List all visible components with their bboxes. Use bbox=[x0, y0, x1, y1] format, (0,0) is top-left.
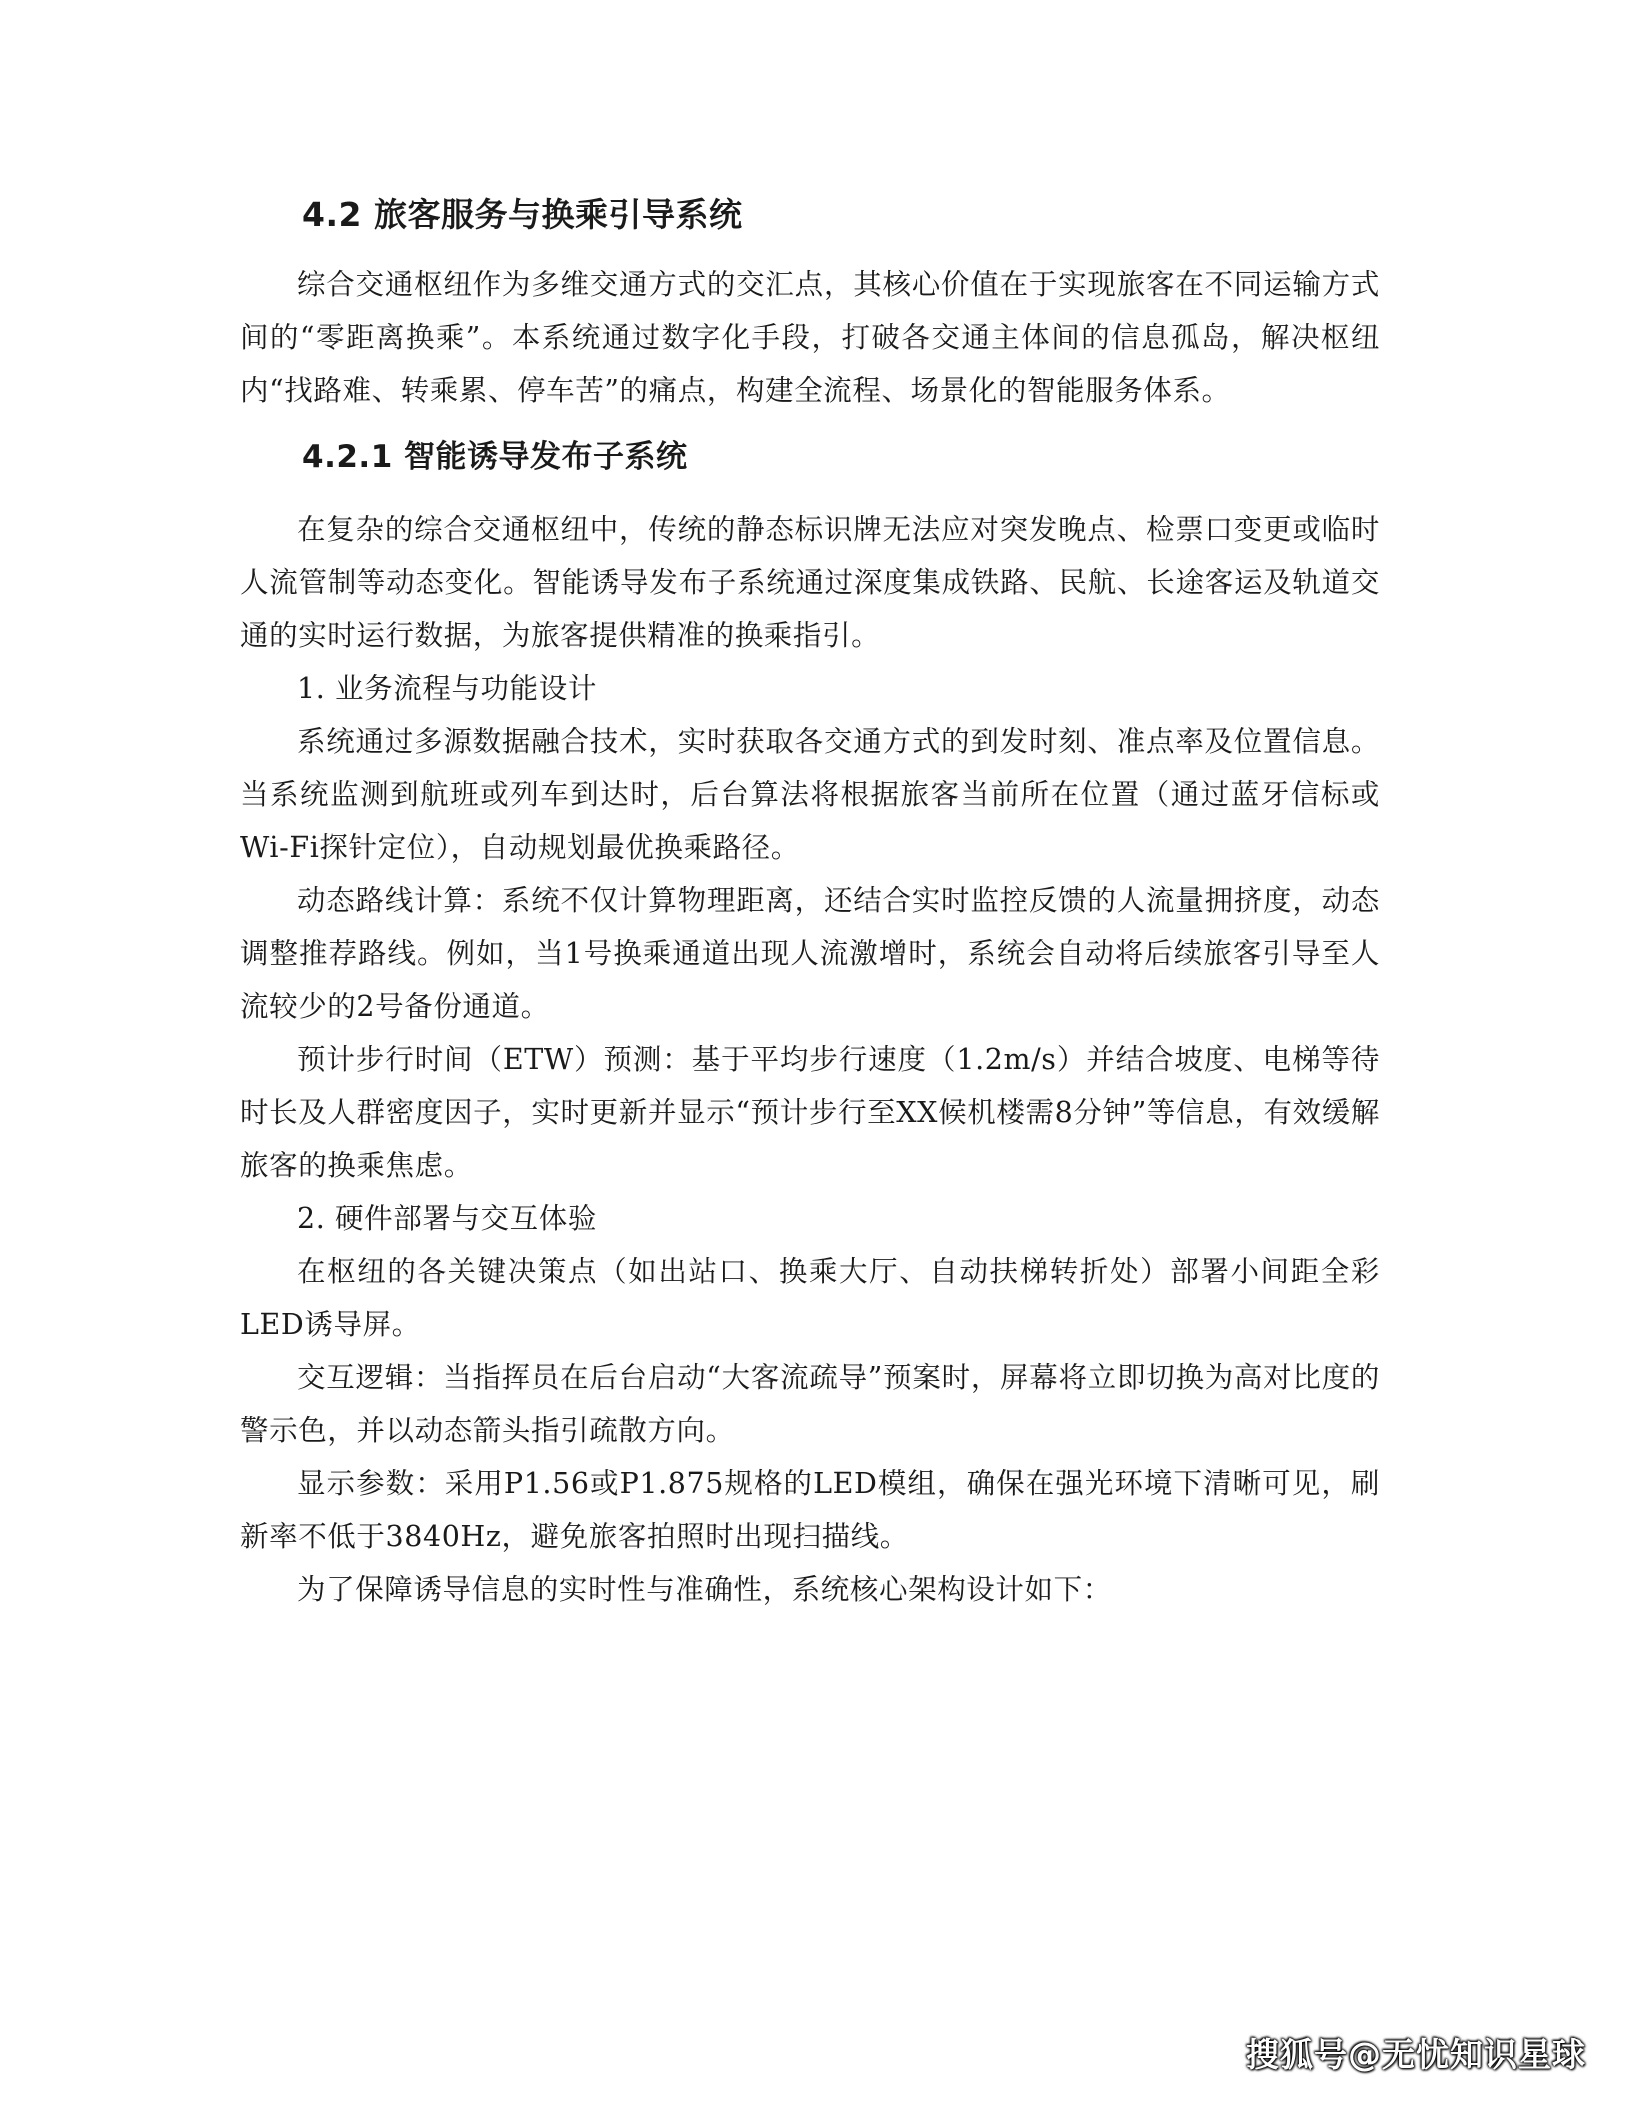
item-2-paragraph-4: 为了保障诱导信息的实时性与准确性，系统核心架构设计如下： bbox=[297, 1573, 1112, 1606]
document-content bbox=[240, 190, 1380, 1616]
item-1-paragraph-1: 系统通过多源数据融合技术，实时获取各交通方式的到发时刻、准点率及位置信息。当系统监测到航班或列车到达时，后台算法将根据旅客当前所在位置（通过蓝牙信标或Wi-Fi探针定位），自动规划最优换乘路径。 bbox=[240, 725, 1380, 864]
section-intro-paragraph: 综合交通枢纽作为多维交通方式的交汇点，其核心价值在于实现旅客在不同运输方式间的“零距离换乘”。本系统通过数字化手段，打破各交通主体间的信息孤岛，解决枢纽内“找路难、转乘累、停车苦”的痛点，构建全流程、场景化的智能服务体系。 bbox=[240, 268, 1380, 407]
item-1-paragraph-3: 预计步行时间（ETW）预测：基于平均步行速度（1.2m/s）并结合坡度、电梯等待时长及人群密度因子，实时更新并显示“预计步行至XX候机楼需8分钟”等信息，有效缓解旅客的换乘焦虑。 bbox=[240, 1043, 1380, 1182]
item-2-paragraph-3: 显示参数：采用P1.56或P1.875规格的LED模组，确保在强光环境下清晰可见，刷新率不低于3840Hz，避免旅客拍照时出现扫描线。 bbox=[240, 1467, 1380, 1553]
subsection-heading: 4.2.1 智能诱导发布子系统 bbox=[302, 439, 688, 475]
subsection-intro-paragraph: 在复杂的综合交通枢纽中，传统的静态标识牌无法应对突发晚点、检票口变更或临时人流管制等动态变化。智能诱导发布子系统通过深度集成铁路、民航、长途客运及轨道交通的实时运行数据，为旅客提供精准的换乘指引。 bbox=[240, 513, 1380, 652]
item-2-paragraph-2: 交互逻辑：当指挥员在后台启动“大客流疏导”预案时，屏幕将立即切换为高对比度的警示色，并以动态箭头指引疏散方向。 bbox=[240, 1361, 1380, 1447]
item-2-title: 2. 硬件部署与交互体验 bbox=[297, 1202, 597, 1235]
item-1-paragraph-2: 动态路线计算：系统不仅计算物理距离，还结合实时监控反馈的人流量拥挤度，动态调整推荐路线。例如，当1号换乘通道出现人流激增时，系统会自动将后续旅客引导至人流较少的2号备份通道。 bbox=[240, 884, 1380, 1023]
watermark: 搜狐号@无忧知识星球 bbox=[1246, 2035, 1586, 2074]
item-1-title: 1. 业务流程与功能设计 bbox=[297, 672, 597, 705]
item-2-paragraph-1: 在枢纽的各关键决策点（如出站口、换乘大厅、自动扶梯转折处）部署小间距全彩LED诱导屏。 bbox=[240, 1255, 1380, 1341]
section-heading: 4.2 旅客服务与换乘引导系统 bbox=[302, 195, 743, 234]
